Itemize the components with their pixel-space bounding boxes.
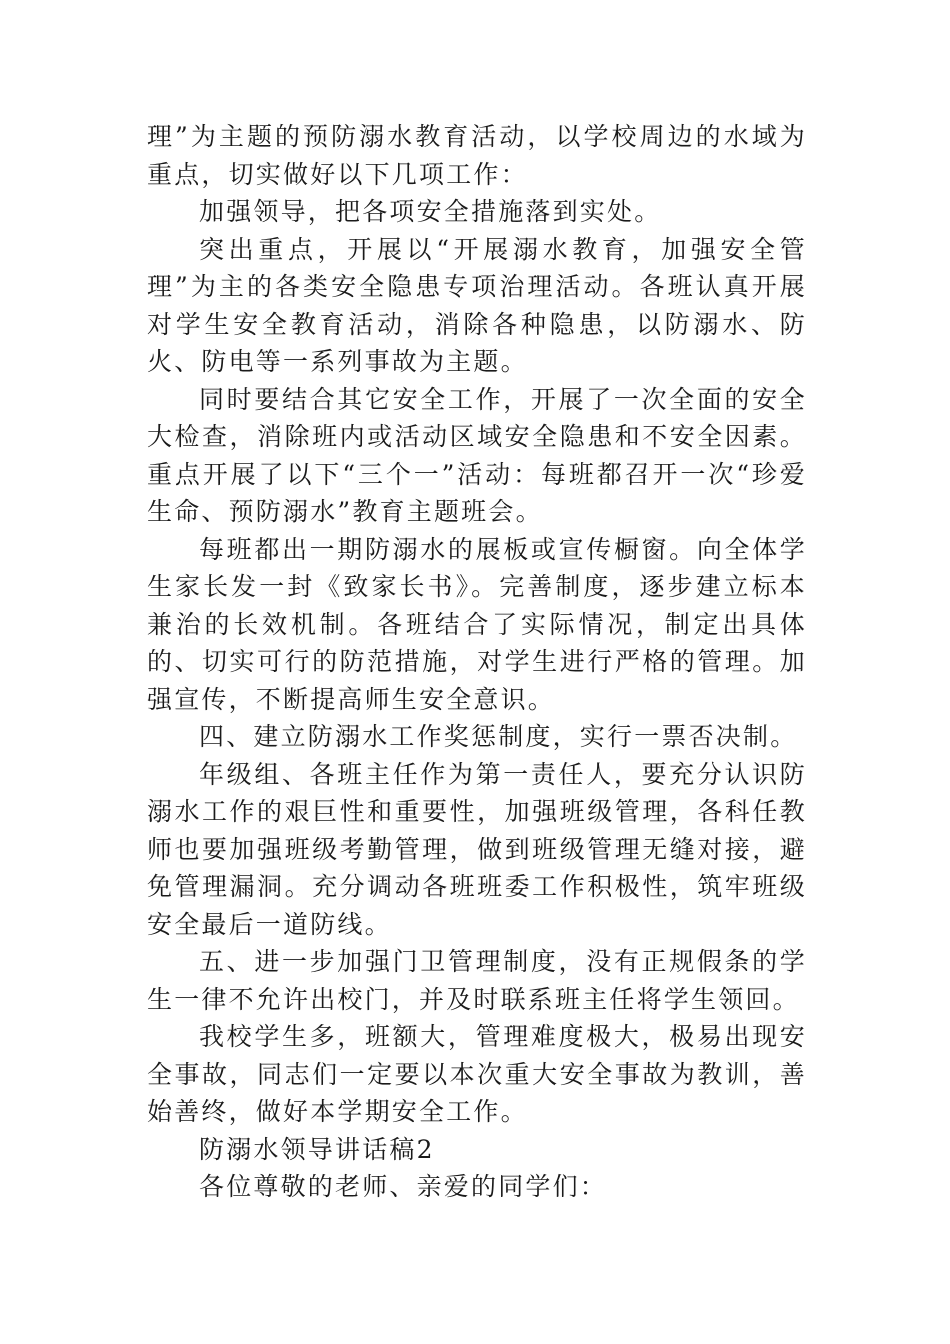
section-heading: 四、建立防溺水工作奖惩制度，实行一票否决制。 bbox=[199, 722, 798, 751]
paragraph-continuation: 理”为主题的预防溺水教育活动，以学校周边的水域为重点，切实做好以下几项工作： bbox=[147, 122, 807, 189]
section-heading: 五、进一步加强门卫管理制度，没有正规假条的学生一律不允许出校门，并及时联系班主任将学生领回。 bbox=[147, 947, 807, 1014]
document-title: 防溺水领导讲话稿2 bbox=[199, 1134, 435, 1164]
salutation: 各位尊敬的老师、亲爱的同学们： bbox=[199, 1172, 608, 1201]
paragraph: 年级组、各班主任作为第一责任人，要充分认识防溺水工作的艰巨性和重要性，加强班级管理，各科任教师也要加强班级考勤管理，做到班级管理无缝对接，避免管理漏洞。充分调动各班班委工作积极性，筑牢班级安全最后一道防线。 bbox=[147, 759, 807, 939]
paragraph: 每班都出一期防溺水的展板或宣传橱窗。向全体学生家长发一封《致家长书》。完善制度，逐步建立标本兼治的长效机制。各班结合了实际情况，制定出具体的、切实可行的防范措施，对学生进行严格的管理。加强宣传，不断提高师生安全意识。 bbox=[147, 534, 807, 714]
paragraph: 突出重点，开展以“开展溺水教育，加强安全管理”为主的各类安全隐患专项治理活动。各班认真开展对学生安全教育活动，消除各种隐患，以防溺水、防火、防电等一系列事故为主题。 bbox=[147, 234, 807, 376]
paragraph: 我校学生多，班额大，管理难度极大，极易出现安全事故，同志们一定要以本次重大安全事故为教训，善始善终，做好本学期安全工作。 bbox=[147, 1022, 807, 1126]
paragraph: 同时要结合其它安全工作，开展了一次全面的安全大检查，消除班内或活动区域安全隐患和不安全因素。重点开展了以下“三个一”活动：每班都召开一次“珍爱生命、预防溺水”教育主题班会。 bbox=[147, 384, 807, 526]
paragraph: 加强领导，把各项安全措施落到实处。 bbox=[199, 197, 662, 226]
document-body bbox=[147, 118, 807, 1206]
